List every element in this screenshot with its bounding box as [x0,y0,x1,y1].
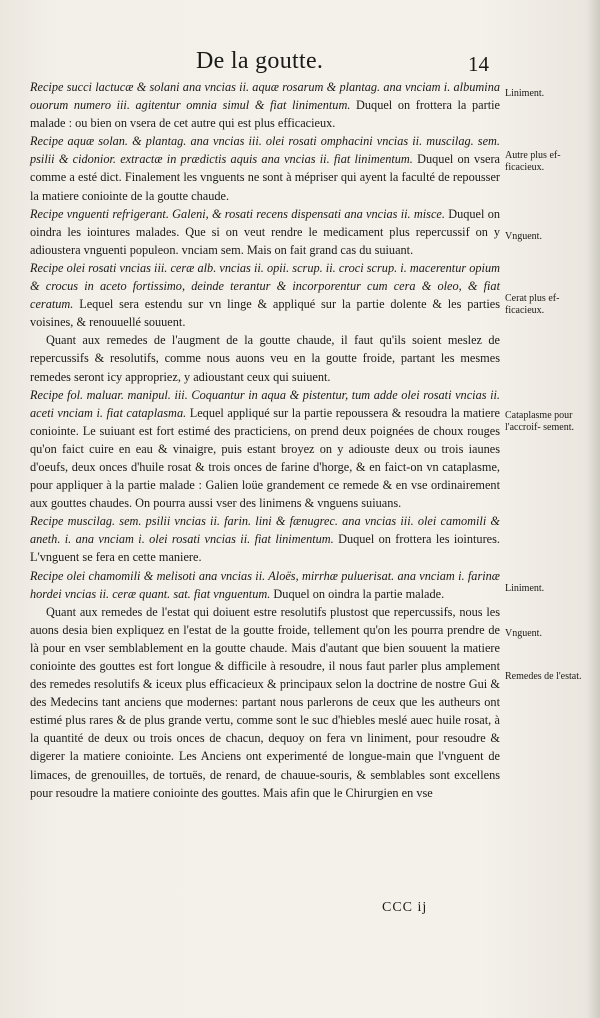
latin-recipe: Recipe succi lactucæ & solani ana vncias ii. aquæ rosarum & plantag. ana vnciam i. albumina ouorum numero iii. agitentur omnia simul & fiat linimentum. [30,80,500,113]
paragraph-8 [30,567,500,603]
french-text: Duquel on frottera les iointures. L'vnguent se fera en cette maniere. [30,532,500,565]
paragraph-4 [30,259,500,331]
latin-recipe: Recipe fol. maluar. manipul. iii. Coquantur in aqua & pistentur, tum adde olei rosati vncias ii. aceti vnciam i. fiat cataplasma. [30,387,500,420]
latin-recipe: Recipe aquæ solan. & plantag. ana vncias iii. olei rosati omphacini vncias ii. muscilag. sem. psilii & cidonior. extractæ in prædictis aquis ana vncias ii. fiat linimentum. [30,134,500,167]
margin-note-remedes-de-lestat: Remedes de l'estat. [505,671,582,682]
paragraph-2 [30,132,500,204]
page-number: 14 [468,52,489,76]
latin-recipe: Recipe muscilag. sem. psilii vncias ii. farin. lini & fænugrec. ana vncias iii. olei camomili & aneth. i. ana vnciam i. olei rosati vncias ii. fiat linimentum. [30,514,500,547]
french-text: Quant aux remedes de l'augment de la goutte chaude, il faut qu'ils soient meslez de repercussifs & resolutifs, comme nous auons veu en la goutte froide, partant les mesmes remedes seront icy appropriez, y adioustant ceux qui suiuent. [30,333,500,384]
french-text: Duquel on vsera comme a esté dict. Finalement les vnguents ne sont à mépriser qui ayent la faculté de repousser la matiere coniointe de la goutte chaude. [30,152,500,203]
paragraph-7 [30,512,500,566]
french-text: Lequel sera estendu sur vn linge & appliqué sur la partie dolente & les parties voisines, & renouuellé souuent. [30,297,500,330]
paragraph-6 [30,386,500,513]
signature-mark: CCC ij [382,900,428,915]
paragraph-5 [30,331,500,385]
paragraph-3 [30,205,500,259]
french-text: Duquel on oindra la partie malade. [270,586,445,601]
margin-note-liniment: Liniment. [505,88,545,99]
body-text [30,78,500,802]
margin-note-liniment-2: Liniment. [505,583,545,594]
running-title: De la goutte. [196,48,324,74]
french-text: Lequel appliqué sur la partie repoussera & resoudra la matiere coniointe. Le suiuant est fort estimé des practiciens, on prend deux poignées de choux rouges qu'on faict cuire en eau & vinaigre, puis estant broyez on y adiouste deux ou trois iaunes d'oeufs, deux onces d'huile rosat & trois onces de farine d'horge, & en faict-on vn cataplasme, pour appliquer à la partie malade : Galien loüe grandement ce remede & en vse ordinairement aux gouttes chaudes. On pourra aussi vser des linimens & vnguens suiuans. [30,405,501,511]
latin-recipe: Recipe olei rosati vncias iii. ceræ alb. vncias ii. opii. scrup. ii. croci scrup. i. macerentur opium & crocus in aceto fortissimo, deinde terantur & incorporentur cum cera & oleo, & fiat ceratum. [30,260,500,312]
french-text: Duquel on oindra les iointures malades. Que si on veut rendre le medicament plus repercussif on y adioustera vnguenti populeon. vnciam sem. Mais on fait grand cas du suiuant. [30,206,500,257]
paragraph-1 [30,78,500,132]
french-text: Quant aux remedes de l'estat qui doiuent estre resolutifs plustost que repercussifs, nous les auons desia bien expliquez en l'estat de la goutte froide, tellement qu'on les pourra prendre de là pour en vser semblablement en la goutte chaude. Mais d'autant que bien souuent la matiere coniointe des gouttes est fort longue & difficile à resoudre, il nous faut parler plus amplement des remedes resolutifs & iceux plus efficacieux & principaux selon la doctrine de nostre Gui & des Medecins tant anciens que modernes: partant nous parlerons de ceux que les autheurs ont estimé plus rares & de plus grande vertu, comme sont le suc d'hiebles meslé auec huile rosat, à la quantité de deux ou trois onces de chacun, dequoy on fera vn liniment, pour resoudre & digerer la matiere coniointe. Les Anciens ont experimenté de longue-main que l'vnguent de limaces, de grenouilles, de tortuës, de renard, de chauue-souris, & semblables sont excellens pour resoudre la matiere coniointe des gouttes. Mais afin que le Chirurgien en vse [30,604,500,800]
margin-note-vnguent-2: Vnguent. [505,628,542,639]
margin-note-cataplasme: Cataplasme pour l'accroif- sement. [505,410,574,433]
margin-note-vnguent: Vnguent. [505,231,542,242]
latin-recipe: Recipe vnguenti refrigerant. Galeni, & rosati recens dispensati ana vncias ii. misce. [30,206,445,221]
margin-note-autre-plus-efficacieux: Autre plus ef- ficacieux. [505,150,561,173]
margin-note-cerat-plus-efficacieux: Cerat plus ef- ficacieux. [505,293,560,316]
latin-recipe: Recipe olei chamomili & melisoti ana vncias ii. Aloës, mirrhæ puluerisat. ana vnciam i. farinæ hordei vncias ii. ceræ quant. sat. fiat vnguentum. [30,568,500,601]
paragraph-9 [30,603,500,802]
french-text: Duquel on frottera la partie malade : ou bien on vsera de cet autre qui est plus efficacieux. [30,98,500,131]
